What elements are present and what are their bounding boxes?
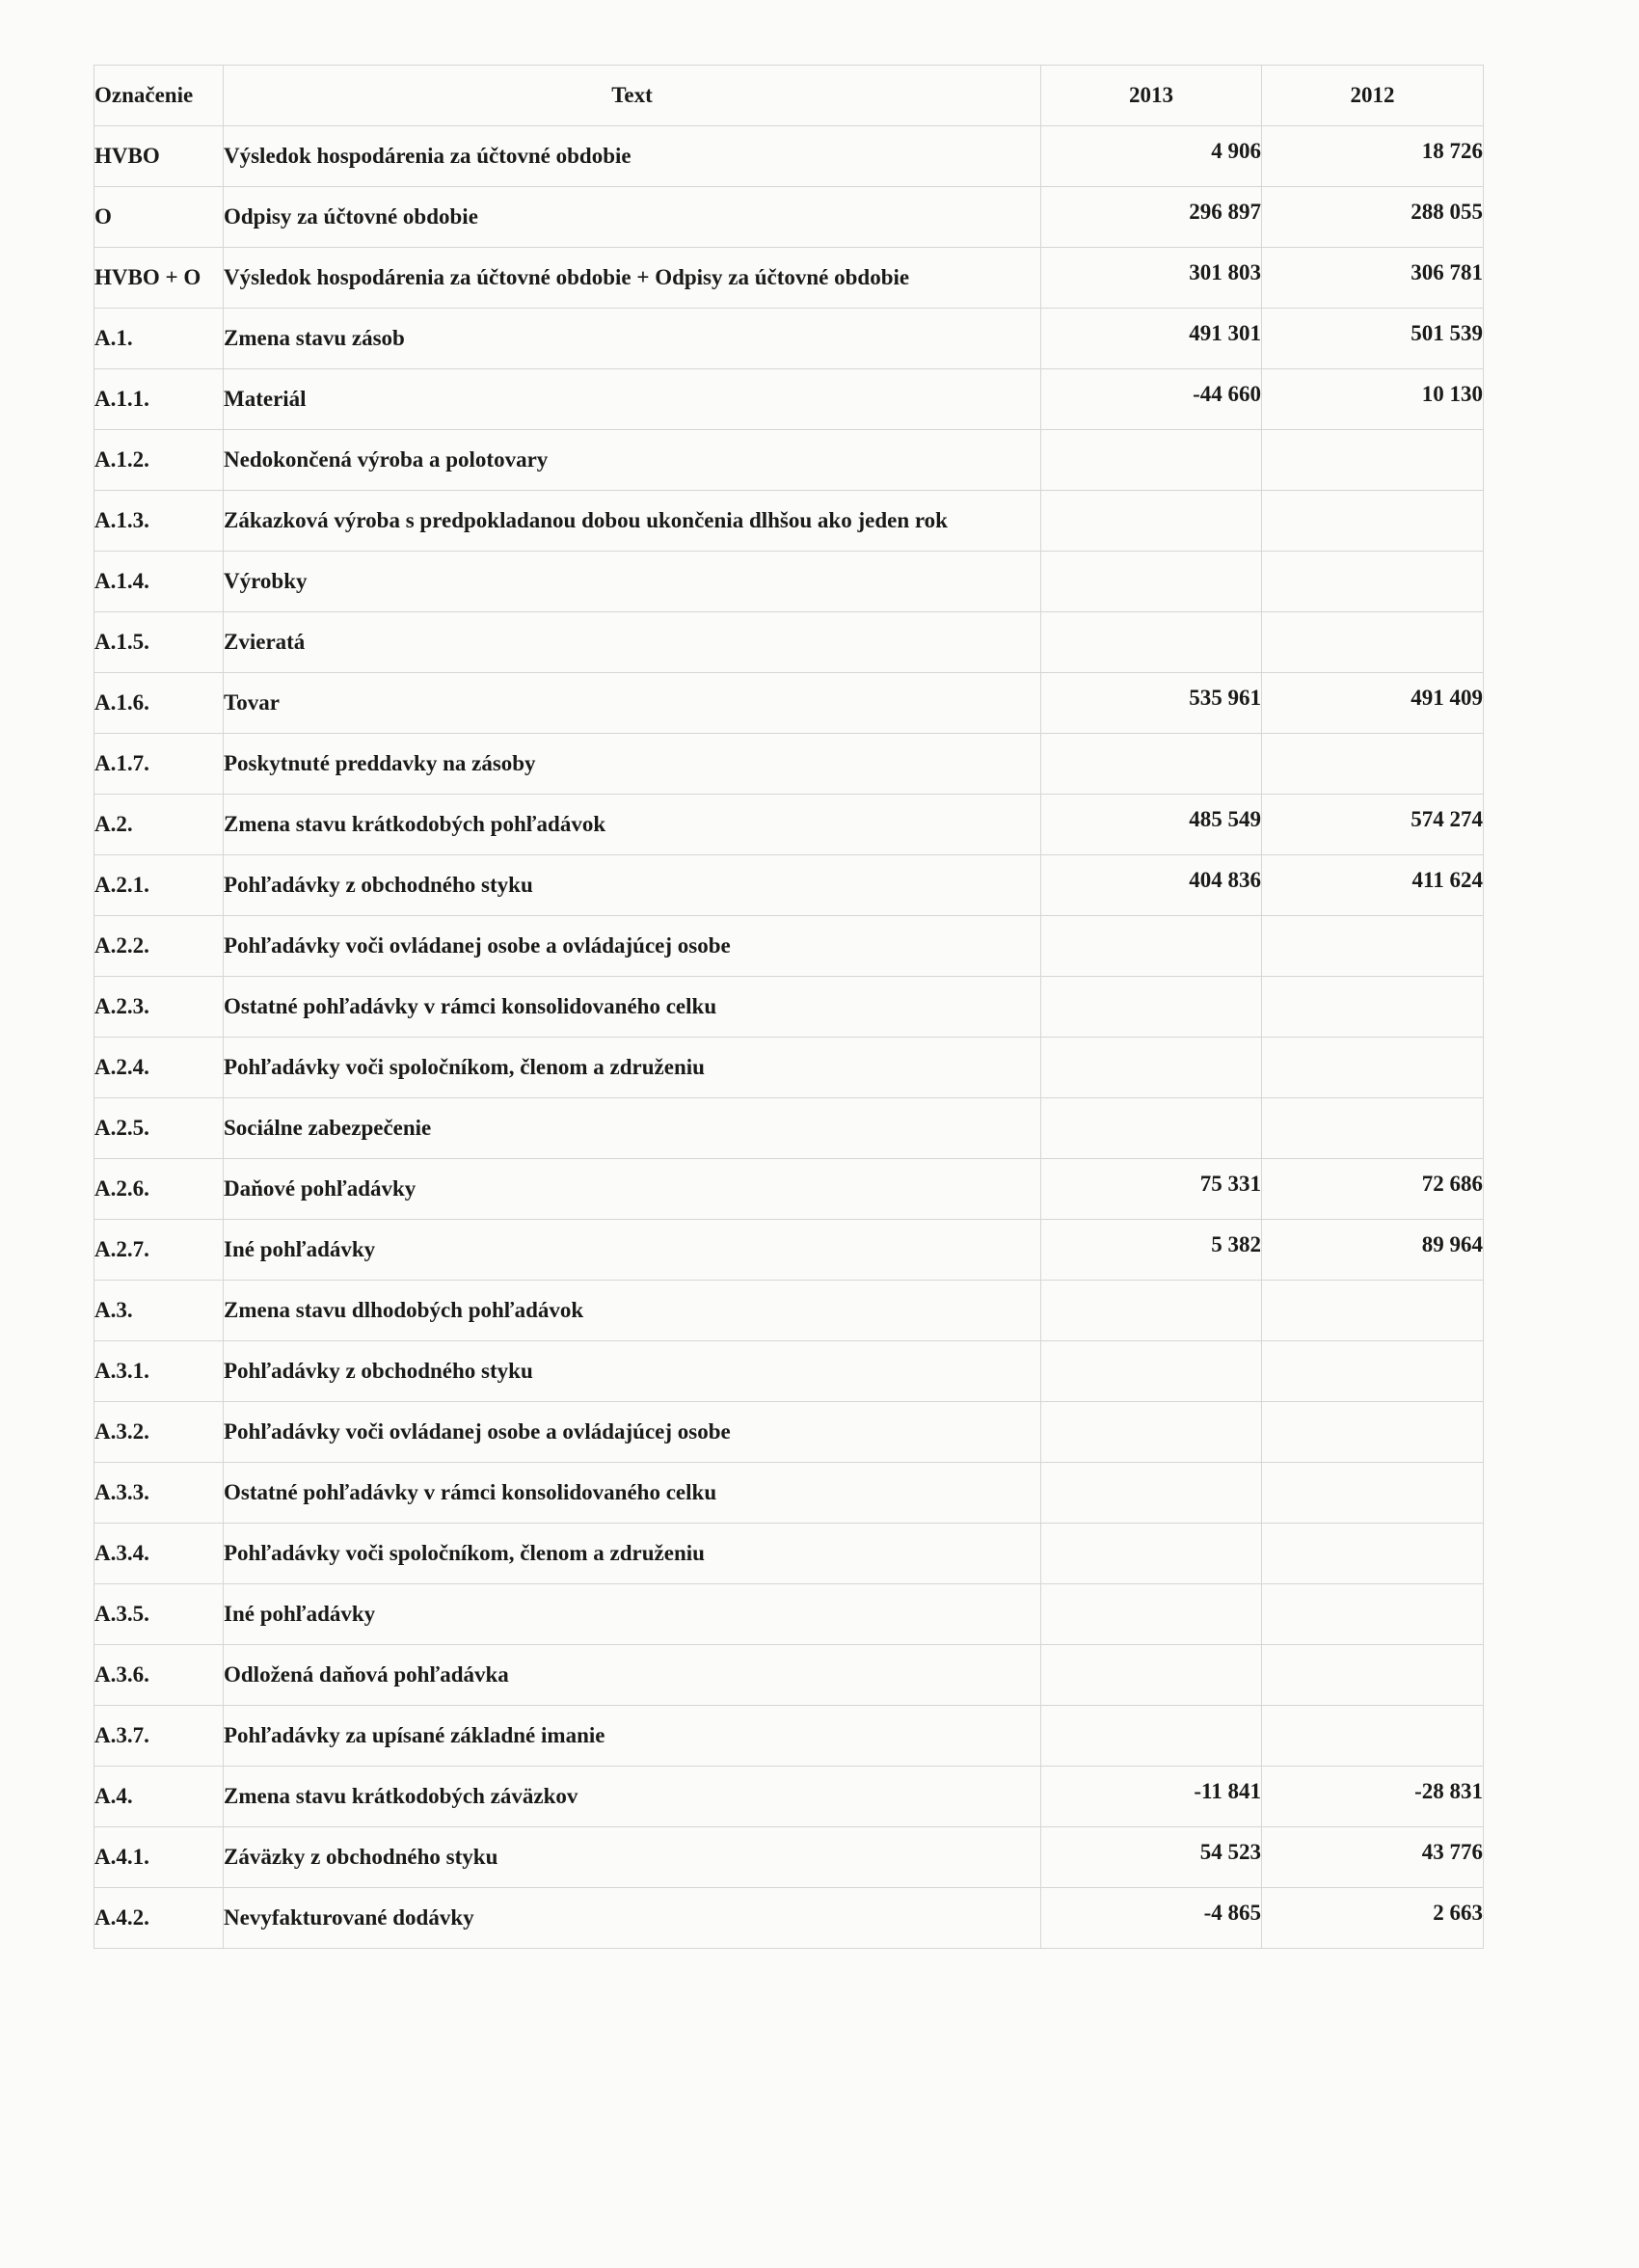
table-row	[94, 1281, 1484, 1341]
column-header-code: Označenie	[94, 66, 224, 126]
row-value-2013	[1041, 1402, 1262, 1463]
table-row	[94, 1767, 1484, 1827]
row-code: A.3.	[94, 1281, 224, 1341]
row-value-2012	[1262, 1584, 1484, 1645]
table-row	[94, 1341, 1484, 1402]
row-text: Záväzky z obchodného styku	[224, 1827, 1041, 1888]
row-value-2013	[1041, 1706, 1262, 1767]
row-value-2012	[1262, 1098, 1484, 1159]
row-code: A.2.1.	[94, 855, 224, 916]
row-value-2013-text: 5 382	[1211, 1231, 1261, 1256]
row-value-2012-text: 2 663	[1433, 1900, 1483, 1925]
table-row	[94, 1463, 1484, 1524]
row-code: A.3.2.	[94, 1402, 224, 1463]
table-header-row	[94, 66, 1484, 126]
row-value-2012	[1262, 309, 1484, 369]
row-value-2012	[1262, 552, 1484, 612]
row-code: A.2.6.	[94, 1159, 224, 1220]
row-value-2012	[1262, 612, 1484, 673]
row-text: Pohľadávky voči ovládanej osobe a ovládajúcej osobe	[224, 1402, 1041, 1463]
row-value-2013	[1041, 1584, 1262, 1645]
row-text: Odpisy za účtovné obdobie	[224, 187, 1041, 248]
row-value-2012	[1262, 977, 1484, 1038]
row-value-2013	[1041, 1827, 1262, 1888]
row-code: A.1.5.	[94, 612, 224, 673]
row-value-2012-text: 491 409	[1411, 685, 1483, 710]
row-value-2012	[1262, 1341, 1484, 1402]
row-value-2012-text: 574 274	[1411, 806, 1483, 831]
row-value-2013	[1041, 673, 1262, 734]
row-text: Materiál	[224, 369, 1041, 430]
table-body	[94, 126, 1484, 1949]
row-code: A.2.5.	[94, 1098, 224, 1159]
row-code: O	[94, 187, 224, 248]
row-value-2013-text: 75 331	[1199, 1171, 1261, 1196]
row-value-2012	[1262, 187, 1484, 248]
row-text: Pohľadávky za upísané základné imanie	[224, 1706, 1041, 1767]
table-row	[94, 309, 1484, 369]
row-text: Nedokončená výroba a polotovary	[224, 430, 1041, 491]
table-row	[94, 795, 1484, 855]
row-value-2012	[1262, 916, 1484, 977]
row-value-2013	[1041, 309, 1262, 369]
row-code: A.4.	[94, 1767, 224, 1827]
table-row	[94, 369, 1484, 430]
row-text: Pohľadávky voči ovládanej osobe a ovládajúcej osobe	[224, 916, 1041, 977]
row-text: Výsledok hospodárenia za účtovné obdobie	[224, 126, 1041, 187]
table-row	[94, 673, 1484, 734]
row-text: Iné pohľadávky	[224, 1584, 1041, 1645]
row-value-2012-text: 43 776	[1421, 1839, 1483, 1864]
row-value-2013-text: 54 523	[1199, 1839, 1261, 1864]
table-row	[94, 187, 1484, 248]
row-value-2012-text: 501 539	[1411, 320, 1483, 345]
row-code: A.3.6.	[94, 1645, 224, 1706]
row-code: A.3.7.	[94, 1706, 224, 1767]
row-value-2013	[1041, 1220, 1262, 1281]
row-value-2013-text: 404 836	[1189, 867, 1261, 892]
row-text: Zákazková výroba s predpokladanou dobou ukončenia dlhšou ako jeden rok	[224, 491, 1041, 552]
row-text: Zmena stavu dlhodobých pohľadávok	[224, 1281, 1041, 1341]
row-text: Zmena stavu zásob	[224, 309, 1041, 369]
row-value-2012	[1262, 1159, 1484, 1220]
row-value-2013-text: 301 803	[1189, 259, 1261, 284]
row-value-2012	[1262, 1463, 1484, 1524]
row-code: A.2.2.	[94, 916, 224, 977]
cash-flow-table	[94, 65, 1484, 1949]
table-row	[94, 1584, 1484, 1645]
row-value-2013-text: -11 841	[1194, 1778, 1261, 1803]
table-row	[94, 1098, 1484, 1159]
row-text: Zvieratá	[224, 612, 1041, 673]
table-row	[94, 1524, 1484, 1584]
row-value-2013	[1041, 491, 1262, 552]
row-value-2012-text: 10 130	[1421, 381, 1483, 406]
row-value-2012	[1262, 1524, 1484, 1584]
table-row	[94, 1645, 1484, 1706]
row-value-2012-text: 306 781	[1411, 259, 1483, 284]
row-code: A.3.4.	[94, 1524, 224, 1584]
row-value-2012	[1262, 855, 1484, 916]
row-value-2012	[1262, 1038, 1484, 1098]
row-value-2013	[1041, 1159, 1262, 1220]
row-value-2013-text: 535 961	[1189, 685, 1261, 710]
row-text: Nevyfakturované dodávky	[224, 1888, 1041, 1949]
row-value-2013	[1041, 369, 1262, 430]
column-header-text: Text	[224, 66, 1041, 126]
row-value-2012	[1262, 795, 1484, 855]
row-text: Pohľadávky z obchodného styku	[224, 855, 1041, 916]
row-text: Sociálne zabezpečenie	[224, 1098, 1041, 1159]
row-code: A.1.1.	[94, 369, 224, 430]
row-code: HVBO + O	[94, 248, 224, 309]
table-row	[94, 1706, 1484, 1767]
row-value-2013	[1041, 1463, 1262, 1524]
row-text: Zmena stavu krátkodobých pohľadávok	[224, 795, 1041, 855]
row-value-2013	[1041, 187, 1262, 248]
row-text: Zmena stavu krátkodobých záväzkov	[224, 1767, 1041, 1827]
row-value-2013	[1041, 1645, 1262, 1706]
table-row	[94, 552, 1484, 612]
row-code: A.3.1.	[94, 1341, 224, 1402]
row-value-2012-text: 411 624	[1411, 867, 1483, 892]
row-value-2012-text: 18 726	[1421, 138, 1483, 163]
table-row	[94, 430, 1484, 491]
row-text: Odložená daňová pohľadávka	[224, 1645, 1041, 1706]
row-text: Poskytnuté preddavky na zásoby	[224, 734, 1041, 795]
row-value-2012	[1262, 1827, 1484, 1888]
row-text: Pohľadávky voči spoločníkom, členom a združeniu	[224, 1038, 1041, 1098]
row-value-2012-text: -28 831	[1414, 1778, 1483, 1803]
table-row	[94, 248, 1484, 309]
row-value-2013-text: 491 301	[1189, 320, 1261, 345]
row-value-2012	[1262, 673, 1484, 734]
row-code: A.1.	[94, 309, 224, 369]
row-value-2013	[1041, 430, 1262, 491]
row-code: A.2.3.	[94, 977, 224, 1038]
row-value-2013	[1041, 1341, 1262, 1402]
row-value-2013	[1041, 248, 1262, 309]
row-value-2012	[1262, 1767, 1484, 1827]
row-value-2012	[1262, 1645, 1484, 1706]
row-value-2013-text: -4 865	[1203, 1900, 1261, 1925]
row-code: A.1.3.	[94, 491, 224, 552]
table-row	[94, 1827, 1484, 1888]
table-row	[94, 1402, 1484, 1463]
row-value-2012	[1262, 430, 1484, 491]
row-value-2012	[1262, 734, 1484, 795]
row-text: Výrobky	[224, 552, 1041, 612]
row-value-2012-text: 288 055	[1411, 199, 1483, 224]
row-value-2013	[1041, 1281, 1262, 1341]
row-value-2013	[1041, 734, 1262, 795]
row-value-2013-text: -44 660	[1193, 381, 1261, 406]
table-row	[94, 1159, 1484, 1220]
row-text: Daňové pohľadávky	[224, 1159, 1041, 1220]
row-code: A.2.7.	[94, 1220, 224, 1281]
row-value-2012-text: 89 964	[1421, 1231, 1483, 1256]
row-value-2012	[1262, 1888, 1484, 1949]
row-value-2013	[1041, 1098, 1262, 1159]
row-value-2012	[1262, 126, 1484, 187]
table-row	[94, 734, 1484, 795]
row-text: Ostatné pohľadávky v rámci konsolidovaného celku	[224, 1463, 1041, 1524]
row-value-2013	[1041, 855, 1262, 916]
row-value-2013-text: 485 549	[1189, 806, 1261, 831]
row-text: Ostatné pohľadávky v rámci konsolidovaného celku	[224, 977, 1041, 1038]
column-header-2012: 2012	[1262, 66, 1484, 126]
row-value-2013-text: 4 906	[1211, 138, 1261, 163]
row-code: A.1.7.	[94, 734, 224, 795]
row-value-2012	[1262, 1402, 1484, 1463]
row-text: Pohľadávky voči spoločníkom, členom a združeniu	[224, 1524, 1041, 1584]
row-text: Výsledok hospodárenia za účtovné obdobie + Odpisy za účtovné obdobie	[224, 248, 1041, 309]
row-value-2013	[1041, 1038, 1262, 1098]
row-value-2012	[1262, 1220, 1484, 1281]
row-value-2013	[1041, 916, 1262, 977]
row-value-2012	[1262, 491, 1484, 552]
table-row	[94, 612, 1484, 673]
column-header-2013: 2013	[1041, 66, 1262, 126]
table-row	[94, 126, 1484, 187]
row-value-2012-text: 72 686	[1421, 1171, 1483, 1196]
row-value-2012	[1262, 1281, 1484, 1341]
row-value-2013	[1041, 1888, 1262, 1949]
row-code: A.3.3.	[94, 1463, 224, 1524]
table-row	[94, 1038, 1484, 1098]
row-value-2012	[1262, 369, 1484, 430]
row-code: HVBO	[94, 126, 224, 187]
row-code: A.2.4.	[94, 1038, 224, 1098]
table-row	[94, 491, 1484, 552]
row-code: A.2.	[94, 795, 224, 855]
row-value-2013	[1041, 126, 1262, 187]
table-row	[94, 855, 1484, 916]
row-value-2013-text: 296 897	[1189, 199, 1261, 224]
row-value-2012	[1262, 1706, 1484, 1767]
row-text: Tovar	[224, 673, 1041, 734]
row-value-2013	[1041, 795, 1262, 855]
row-text: Iné pohľadávky	[224, 1220, 1041, 1281]
table-row	[94, 916, 1484, 977]
table-row	[94, 1888, 1484, 1949]
row-code: A.1.2.	[94, 430, 224, 491]
row-value-2013	[1041, 1524, 1262, 1584]
row-text: Pohľadávky z obchodného styku	[224, 1341, 1041, 1402]
row-code: A.4.1.	[94, 1827, 224, 1888]
row-code: A.1.6.	[94, 673, 224, 734]
row-value-2013	[1041, 977, 1262, 1038]
row-value-2013	[1041, 552, 1262, 612]
row-value-2013	[1041, 1767, 1262, 1827]
row-value-2013	[1041, 612, 1262, 673]
table-row	[94, 977, 1484, 1038]
row-code: A.3.5.	[94, 1584, 224, 1645]
row-value-2012	[1262, 248, 1484, 309]
row-code: A.4.2.	[94, 1888, 224, 1949]
row-code: A.1.4.	[94, 552, 224, 612]
table-row	[94, 1220, 1484, 1281]
